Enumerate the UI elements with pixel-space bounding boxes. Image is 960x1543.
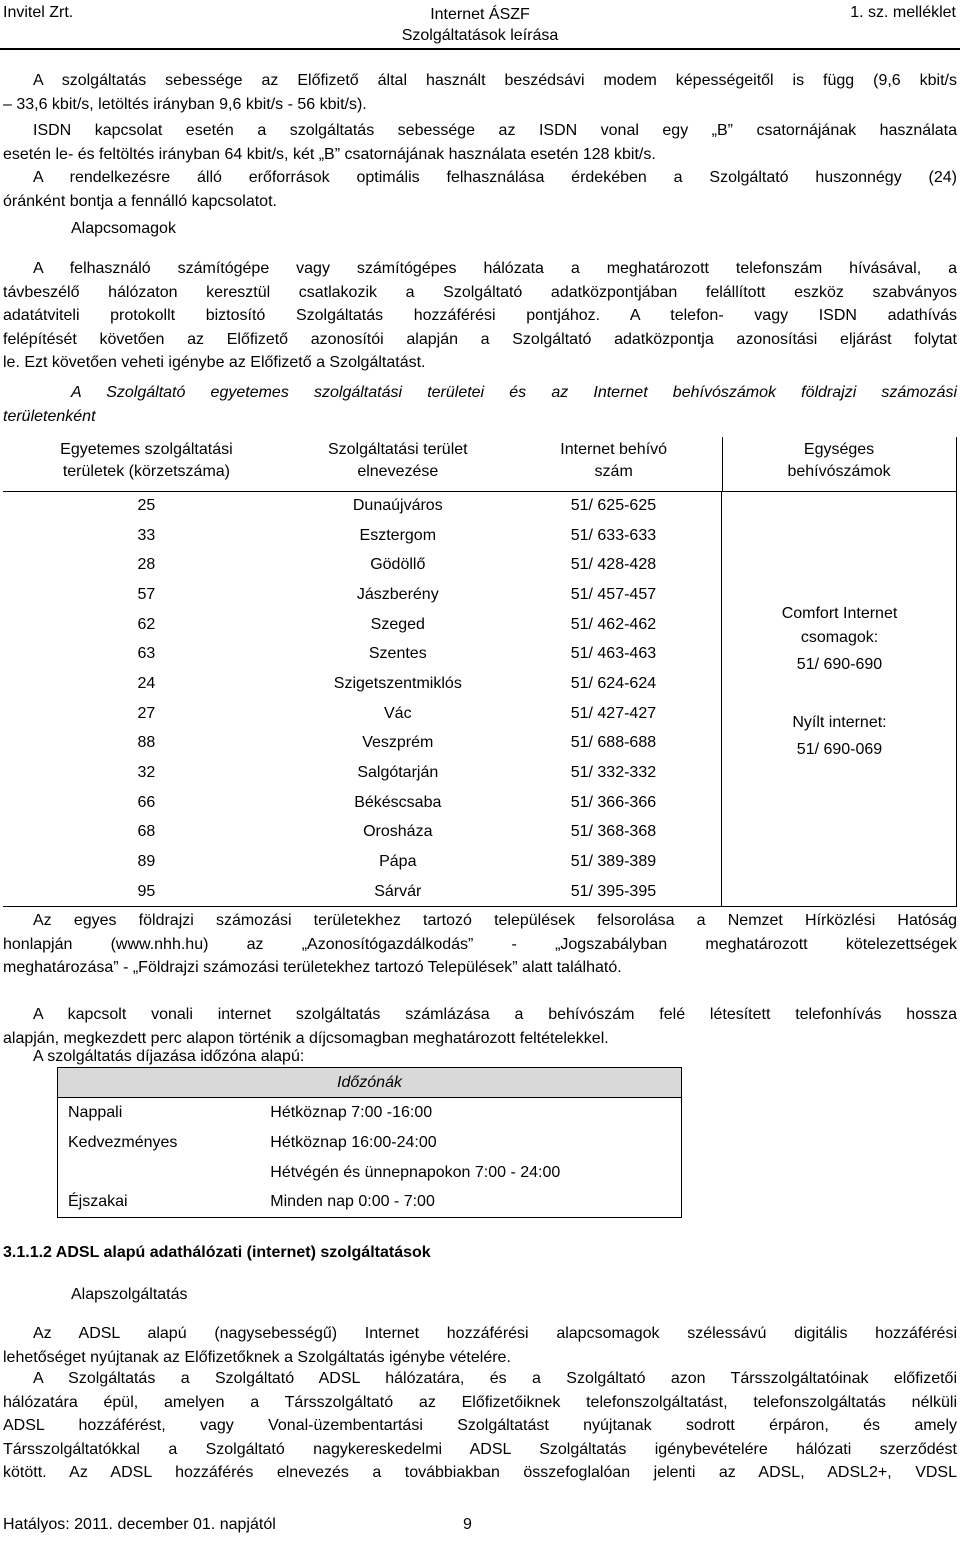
open-internet-block	[722, 711, 957, 762]
table-row: Nappali Hétköznap 7:00 -16:00	[58, 1098, 682, 1128]
text-line: A Szolgáltató egyetemes szolgáltatási területei és az Internet behívószámok földrajzi számozási	[71, 384, 957, 401]
text-line: A Szolgáltatás a Szolgáltató ADSL hálózatára, és a Szolgáltató azon Társszolgáltatóinak előfizetői	[33, 1370, 957, 1387]
section-title-alapszolgaltatas: Alapszolgáltatás	[71, 1286, 188, 1303]
table-row: 32 Salgótarján 51/ 332-332	[3, 758, 957, 788]
paragraph-adsl-intro	[3, 1322, 957, 1369]
header-divider	[0, 48, 960, 50]
text-line: kötött. Az ADSL hozzáférés elnevezés a továbbiakban összefoglalóan jelenti az ADSL, ADSL2+, VDSL	[3, 1464, 957, 1481]
table-row: 95 Sárvár 51/ 395-395	[3, 877, 957, 907]
table-row: 33 Esztergom 51/ 633-633	[3, 521, 957, 551]
col-header-area-code: Egyetemes szolgáltatási területek (körzetszáma)	[3, 437, 290, 491]
table-title	[3, 381, 957, 428]
col-header-unified-numbers: Egységes behívószámok	[722, 437, 957, 491]
text-line: honlapján (www.nhh.hu) az „Azonosítógazdálkodás” - „Jogszabályban meghatározott kötelezettségek	[3, 935, 957, 953]
text-line: lehetőséget nyújtanak az Előfizetőknek a Szolgáltatás igénybe vételére.	[3, 1348, 511, 1366]
table-row: 28 Gödöllő 51/ 428-428	[3, 550, 957, 580]
paragraph-resources	[3, 166, 957, 213]
header-center	[380, 4, 580, 46]
paragraph-modem-speed	[3, 69, 957, 116]
text-line: alapján, megkezdett perc alapon történik a díjcsomagban meghatározott feltételekkel.	[3, 1029, 609, 1047]
text-line: A rendelkezésre álló erőforrások optimális felhasználása érdekében a Szolgáltató huszonnégy (24)	[33, 169, 957, 186]
text-line: területenként	[3, 407, 96, 425]
table-row: Hétvégén és ünnepnapokon 7:00 - 24:00	[58, 1158, 682, 1188]
paragraph-billing	[3, 1003, 957, 1050]
text-line: Az ADSL alapú (nagysebességű) Internet hozzáférési alapcsomagok szélessávú digitális hozzáférési	[33, 1325, 957, 1342]
table-row: 66 Békéscsaba 51/ 366-366	[3, 788, 957, 818]
header-company: Invitel Zrt.	[3, 4, 74, 21]
open-internet-number: 51/ 690-069	[796, 741, 883, 758]
section-title-adsl: 3.1.1.2 ADSL alapú adathálózati (internet) szolgáltatások	[3, 1244, 431, 1261]
paragraph-adsl-network	[3, 1367, 957, 1485]
footer-page-number: 9	[463, 1516, 472, 1533]
header-title: Internet ÁSZF	[430, 6, 530, 23]
text-line: A szolgáltatás sebessége az Előfizető által használt beszédsávi modem képességeitől is függ (9,6 kbit/s	[33, 72, 957, 89]
text-line: adatátviteli protokollt biztosító Szolgáltatás hozzáférési pontjához. A telefon- vagy ISDN adathívás	[3, 307, 957, 324]
unified-header-frame	[722, 437, 957, 491]
text-line: le. Ezt követően veheti igénybe az Előfizető a Szolgáltatást.	[3, 354, 426, 371]
table-row: 89 Pápa 51/ 389-389	[3, 847, 957, 877]
text-line: távbeszélő hálózaton keresztül csatlakozik a Szolgáltató adatközpontjában felállított eszköz szabványos	[3, 283, 957, 301]
comfort-label-2: csomagok:	[800, 629, 879, 646]
text-line: A kapcsolt vonali internet szolgáltatás számlázása a behívószám felé létesített telefonhívás hossza	[33, 1006, 957, 1023]
table-row: 25 Dunaújváros 51/ 625-625	[3, 491, 957, 521]
table-row: 62 Szeged 51/ 462-462	[3, 610, 957, 640]
comfort-label: Comfort Internet	[781, 605, 898, 622]
text-line: – 33,6 kbit/s, letöltés irányban 9,6 kbit/s - 56 kbit/s).	[3, 95, 367, 113]
text-line: óránként bontja a fennálló kapcsolatot.	[3, 192, 277, 210]
text-line: meghatározása” - „Földrajzi számozási területekhez tartozó Települések” alatt található.	[3, 959, 622, 976]
section-title-alapcsomagok: Alapcsomagok	[71, 220, 176, 237]
paragraph-timezone-intro: A szolgáltatás díjazása időzóna alapú:	[33, 1048, 305, 1065]
col-header-dial-in-number: Internet behívó szám	[506, 437, 722, 491]
footer-effective-date: Hatályos: 2011. december 01. napjától	[3, 1516, 276, 1533]
table-row: 57 Jászberény 51/ 457-457	[3, 580, 957, 610]
paragraph-basic-packages	[3, 257, 957, 375]
header-annex: 1. sz. melléklet	[850, 4, 956, 21]
time-zones-header: Időzónák	[58, 1068, 682, 1098]
col-header-area-name: Szolgáltatási terület elnevezése	[290, 437, 506, 491]
paragraph-settlements	[3, 909, 957, 980]
comfort-number: 51/ 690-690	[796, 656, 883, 673]
text-line: hálózatára épül, amelyen a Társszolgáltató az Előfizetőiknek telefonszolgáltatást, telefonszolgáltatás nélküli	[3, 1393, 957, 1411]
text-line: felépítését követően az Előfizető azonosítói alapján a Szolgáltató adatközpontja azonosítási eljárást folytat	[3, 330, 957, 348]
table-row: 63 Szentes 51/ 463-463	[3, 639, 957, 669]
table-row: Éjszakai Minden nap 0:00 - 7:00	[58, 1188, 682, 1218]
text-line: Az egyes földrajzi számozási területekhez tartozó települések felsorolása a Nemzet Hírközlési Hatóság	[33, 912, 957, 929]
table-row: Kedvezményes Hétköznap 16:00-24:00	[58, 1128, 682, 1158]
text-line: ISDN kapcsolat esetén a szolgáltatás sebessége az ISDN vonal egy „B” csatornájának használata	[33, 122, 957, 139]
text-line: ADSL hozzáférést, vagy Vonal-üzembentartási Szolgáltatást nyújtanak sodrott érpáron, és amely	[3, 1417, 957, 1434]
time-zones-table	[57, 1067, 682, 1218]
table-row: 27 Vác 51/ 427-427	[3, 699, 957, 729]
comfort-internet-block	[722, 602, 957, 677]
table-row: 24 Szigetszentmiklós 51/ 624-624	[3, 669, 957, 699]
paragraph-isdn-speed	[3, 119, 957, 166]
open-internet-label: Nyílt internet:	[792, 714, 887, 731]
table-row: 88 Veszprém 51/ 688-688	[3, 729, 957, 759]
text-line: A felhasználó számítógépe vagy számítógépes hálózata a meghatározott telefonszám hívásával, a	[33, 260, 957, 277]
text-line: esetén le- és feltöltés irányban 64 kbit/s, két „B” csatornájának használata esetén 128 kbit/s.	[3, 145, 656, 163]
header-subtitle: Szolgáltatások leírása	[401, 27, 559, 44]
text-line: Társszolgáltatókkal a Szolgáltató nagykereskedelmi ADSL Szolgáltatás igénybevételére hálózati szerződést	[3, 1440, 957, 1458]
table-row: 68 Orosháza 51/ 368-368	[3, 818, 957, 848]
